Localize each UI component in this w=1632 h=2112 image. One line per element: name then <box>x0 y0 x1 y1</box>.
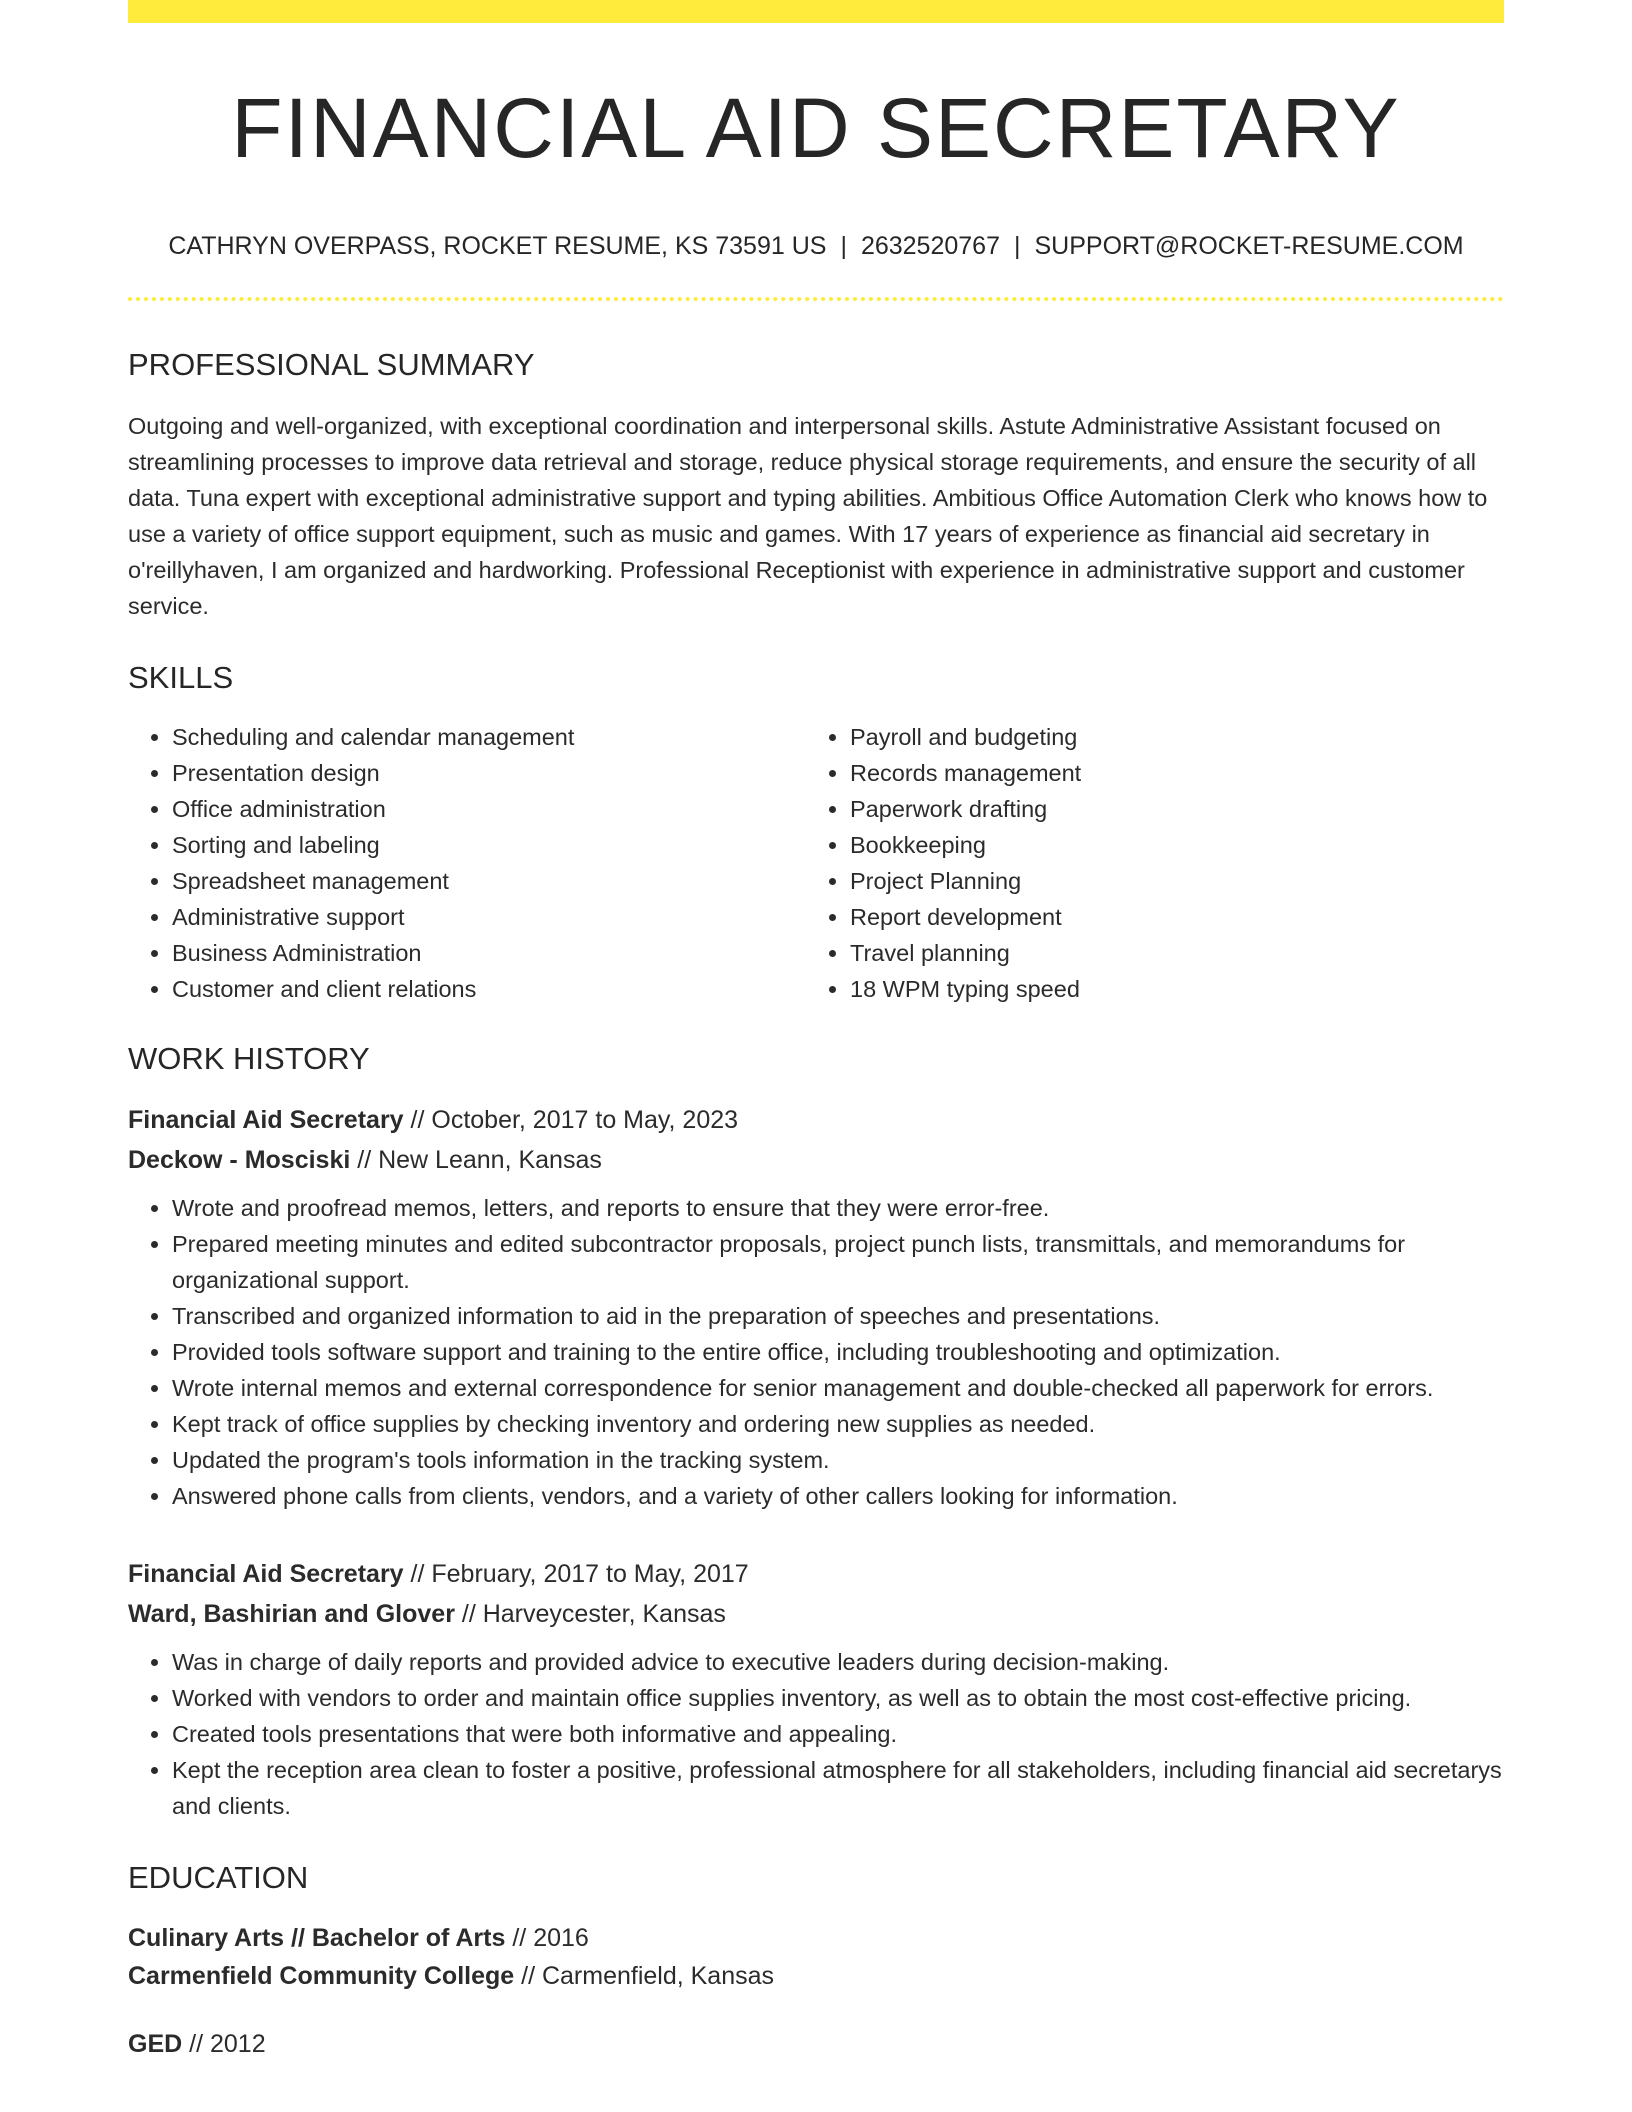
summary-text: Outgoing and well-organized, with exceptional coordination and interpersonal skills. Astute Administrative Assistant focused on streamlining processes to improve data retrieval and storage, reduce physical storage requirements, and ensure the security of all data. Tuna expert with exceptional administrative support and typing abilities. Ambitious Office Automation Clerk who knows how to use a variety of office support equipment, such as music and games. With 17 years of experience as financial aid secretary in o'reillyhaven, I am organized and hardworking. Professional Receptionist with experience in administrative support and customer service. <box>128 413 1488 619</box>
education-school-line <box>128 1957 1504 1995</box>
job-bullet: • Kept track of office supplies by checking inventory and ordering new supplies as needed. <box>172 1406 1504 1442</box>
contact-separator: | <box>840 232 847 260</box>
job-bullet: • Kept the reception area clean to foster a positive, professional atmosphere for all stakeholders, including financial aid secretarys and clients. <box>172 1752 1504 1824</box>
education-year: // 2012 <box>189 2030 266 2058</box>
job-dates: // February, 2017 to May, 2017 <box>410 1560 749 1588</box>
skill-item: • Presentation design <box>172 755 806 791</box>
job-bullet: • Wrote internal memos and external correspondence for senior management and double-checked all paperwork for errors. <box>172 1370 1504 1406</box>
job-bullet: • Provided tools software support and training to the entire office, including troubleshooting and optimization. <box>172 1334 1504 1370</box>
job-title-line <box>128 1554 1504 1594</box>
job-bullet: • Answered phone calls from clients, vendors, and a variety of other callers looking for information. <box>172 1478 1504 1514</box>
job-bullets <box>128 1644 1504 1824</box>
education-degree-line <box>128 1919 1504 1957</box>
skill-item: • Customer and client relations <box>172 971 806 1007</box>
contact-email[interactable]: SUPPORT@ROCKET-RESUME.COM <box>1034 232 1464 260</box>
education-school: Carmenfield Community College <box>128 1962 515 1990</box>
skill-item: • Payroll and budgeting <box>850 719 1081 755</box>
job-entry <box>128 1100 1504 1514</box>
contact-phone[interactable]: 2632520767 <box>860 232 1000 260</box>
education-entry <box>128 1919 1504 1995</box>
job-company-line <box>128 1594 1504 1634</box>
accent-bar <box>128 0 1504 23</box>
dotted-divider <box>128 297 1504 301</box>
skill-item: • Report development <box>850 899 1081 935</box>
skill-item: • Office administration <box>172 791 806 827</box>
work-history-heading: WORK HISTORY <box>128 1041 370 1076</box>
job-company: Ward, Bashirian and Glover <box>128 1600 455 1628</box>
job-bullet: • Was in charge of daily reports and provided advice to executive leaders during decision-making. <box>172 1644 1504 1680</box>
job-bullet: • Wrote and proofread memos, letters, and reports to ensure that they were error-free. <box>172 1190 1504 1226</box>
job-bullet: • Created tools presentations that were both informative and appealing. <box>172 1716 1504 1752</box>
skill-item: • Records management <box>850 755 1081 791</box>
job-location: // New Leann, Kansas <box>357 1146 602 1174</box>
job-bullets <box>128 1190 1504 1514</box>
skills-column-right <box>806 719 1081 1007</box>
job-bullet: • Prepared meeting minutes and edited subcontractor proposals, project punch lists, transmittals, and memorandums for organizational support. <box>172 1226 1504 1298</box>
contact-line <box>128 234 1504 259</box>
job-title: Financial Aid Secretary <box>128 1106 404 1134</box>
skill-item: • Scheduling and calendar management <box>172 719 806 755</box>
education-year: // 2016 <box>512 1924 589 1952</box>
education-location: // Carmenfield, Kansas <box>521 1962 775 1990</box>
job-location: // Harveycester, Kansas <box>461 1600 726 1628</box>
education-degree: GED <box>128 2030 183 2058</box>
job-company: Deckow - Mosciski <box>128 1146 351 1174</box>
job-company-line <box>128 1140 1504 1180</box>
skill-item: • Project Planning <box>850 863 1081 899</box>
job-bullet: • Transcribed and organized information to aid in the preparation of speeches and presentations. <box>172 1298 1504 1334</box>
contact-address: CATHRYN OVERPASS, ROCKET RESUME, KS 73591 US <box>168 232 827 260</box>
skill-item: • 18 WPM typing speed <box>850 971 1081 1007</box>
job-dates: // October, 2017 to May, 2023 <box>410 1106 739 1134</box>
skill-item: • Administrative support <box>172 899 806 935</box>
job-bullet: • Updated the program's tools information in the tracking system. <box>172 1442 1504 1478</box>
skill-item: • Business Administration <box>172 935 806 971</box>
education-entry <box>128 2025 1504 2063</box>
job-entry <box>128 1554 1504 1824</box>
job-title-line <box>128 1100 1504 1140</box>
resume-page <box>128 0 1504 2063</box>
skills-heading: SKILLS <box>128 660 234 695</box>
education-degree: Culinary Arts // Bachelor of Arts <box>128 1924 506 1952</box>
contact-separator: | <box>1013 232 1021 260</box>
job-bullet: • Worked with vendors to order and maintain office supplies inventory, as well as to obtain the most cost-effective pricing. <box>172 1680 1504 1716</box>
skill-item: • Bookkeeping <box>850 827 1081 863</box>
skill-item: • Sorting and labeling <box>172 827 806 863</box>
page-title: FINANCIAL AID SECRETARY <box>231 81 1401 175</box>
education-heading: EDUCATION <box>128 1860 309 1895</box>
skill-item: • Paperwork drafting <box>850 791 1081 827</box>
skill-item: • Spreadsheet management <box>172 863 806 899</box>
skills-column-left <box>128 719 806 1007</box>
job-title: Financial Aid Secretary <box>128 1560 404 1588</box>
skills-list <box>128 719 1504 1007</box>
skill-item: • Travel planning <box>850 935 1081 971</box>
education-degree-line <box>128 2025 1504 2063</box>
summary-heading: PROFESSIONAL SUMMARY <box>128 347 535 382</box>
